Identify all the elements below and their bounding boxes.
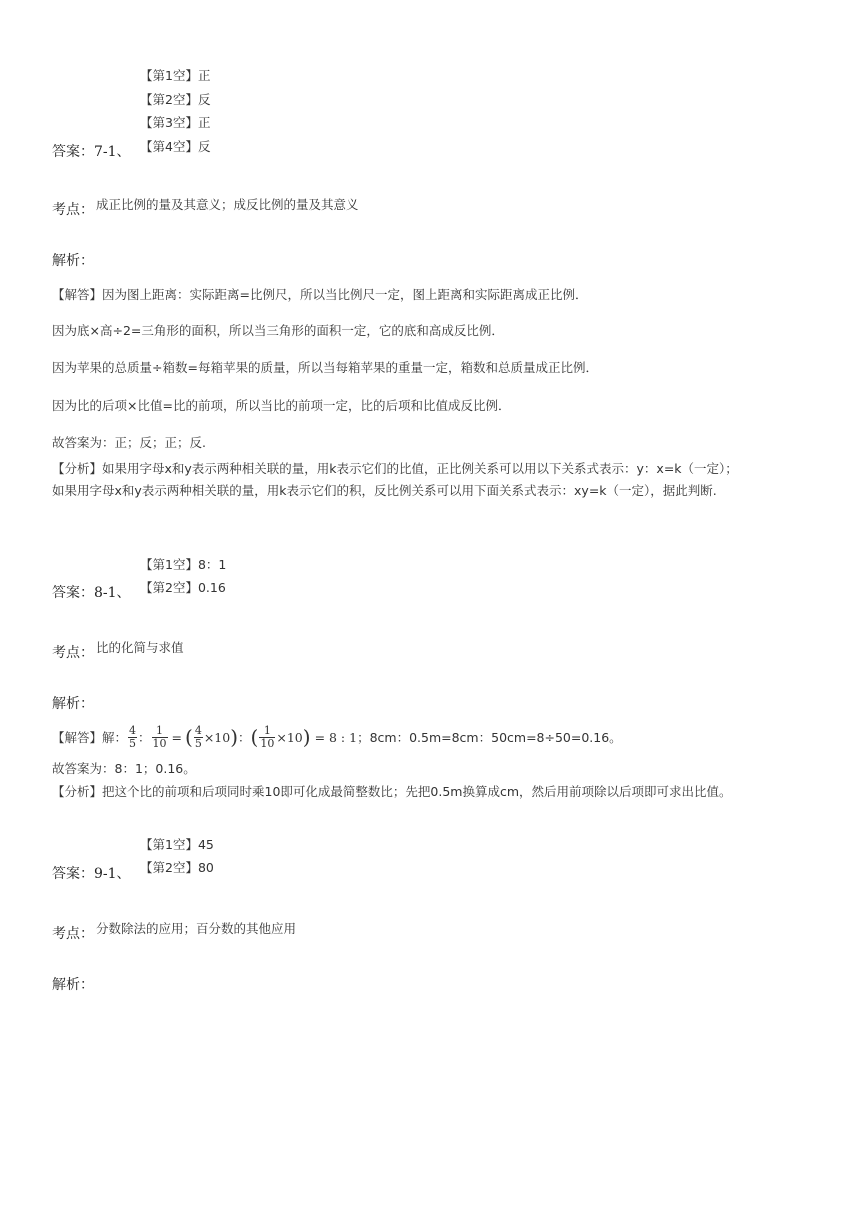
q8-analysis-line: 【分析】把这个比的前项和后项同时乘10即可化成最简整数比；先把0.5m换算成cm，然后用前项除以后项即可求出比值。 [52,784,732,799]
q7-answer-line: 故答案为：正；反；正；反. [52,435,206,450]
q8-kaodian-label: 考点： [52,645,94,661]
q7-blank-2: 【第2空】反 [140,92,211,107]
q8-fraction-1-10 [152,725,168,750]
left-paren-2: ( [250,725,259,749]
q8-blank-1: 【第1空】8：1 [140,557,227,572]
q8-fraction-4-5-b [194,725,203,750]
frac-numerator: 1 [259,725,275,738]
q8-solution-prefix: 【解答】解： [52,730,128,745]
left-paren: ( [185,725,193,749]
q7-solution-line-1: 【解答】因为图上距离：实际距离=比例尺，所以当比例尺一定，图上距离和实际距离成正比例． [52,287,588,302]
q8-jiexi-label: 解析： [52,696,94,712]
frac-denominator: 10 [152,736,167,750]
right-paren-2: ) [302,725,311,749]
q7-kaodian-text: 成正比例的量及其意义；成反比例的量及其意义 [96,197,359,212]
frac-numerator: 4 [129,723,137,737]
equals-sign: = [171,729,183,745]
ratio-colon: ： [138,730,151,745]
q9-blank-2: 【第2空】80 [140,860,214,875]
q7-analysis-line-2: 如果用字母x和y表示两种相关联的量，用k表示它们的积，反比例关系可以用下面关系式表示：xy=k（一定），据此判断. [52,483,717,498]
q7-solution-line-3: 因为苹果的总质量÷箱数=每箱苹果的质量，所以当每箱苹果的重量一定，箱数和总质量成正比例． [52,360,598,375]
q8-fraction-4-5 [128,725,137,750]
q7-jiexi-label: 解析： [52,253,94,269]
q7-analysis-line-1: 【分析】如果用字母x和y表示两种相关联的量，用k表示它们的比值，正比例关系可以用以下关系式表示：y：x=k（一定）； [52,461,738,476]
ratio-colon-2: ： [238,730,251,745]
q8-kaodian-text: 比的化简与求值 [96,640,184,655]
q8-answer-line: 故答案为：8：1；0.16。 [52,761,196,776]
frac-denominator: 10 [260,736,275,750]
q9-answer-label: 答案：9-1、 [52,866,131,882]
q7-blank-1: 【第1空】正 [140,68,211,83]
q9-kaodian-label: 考点： [52,926,94,942]
q7-blank-4: 【第4空】反 [140,139,211,154]
q7-answer-label: 答案：7-1、 [52,144,131,160]
q8-solution-line [52,723,622,751]
frac-numerator: 4 [194,723,202,737]
frac-denominator: 5 [129,736,137,750]
right-paren: ) [230,725,239,749]
q7-kaodian-label: 考点： [52,202,94,218]
q8-answer-label: 答案：8-1、 [52,585,131,601]
q8-fraction-1-10-b [259,725,275,750]
math-result: = 8 : 1 [314,729,358,745]
q9-kaodian-text: 分数除法的应用；百分数的其他应用 [96,921,297,936]
q9-blank-1: 【第1空】45 [140,837,214,852]
times-ten-2: ×10 [276,729,303,745]
q7-blank-3: 【第3空】正 [140,115,211,130]
frac-denominator: 5 [194,736,202,750]
frac-numerator: 1 [152,725,168,738]
q8-blank-2: 【第2空】0.16 [140,580,226,595]
q7-solution-line-2: 因为底×高÷2=三角形的面积，所以当三角形的面积一定，它的底和高成反比例． [52,323,504,338]
q7-solution-line-4: 因为比的后项×比值=比的前项，所以当比的前项一定，比的后项和比值成反比例． [52,398,511,413]
q9-jiexi-label: 解析： [52,977,94,993]
times-ten: ×10 [203,729,231,745]
solution-tail: ；8cm：0.5m=8cm：50cm=8÷50=0.16。 [357,730,622,745]
